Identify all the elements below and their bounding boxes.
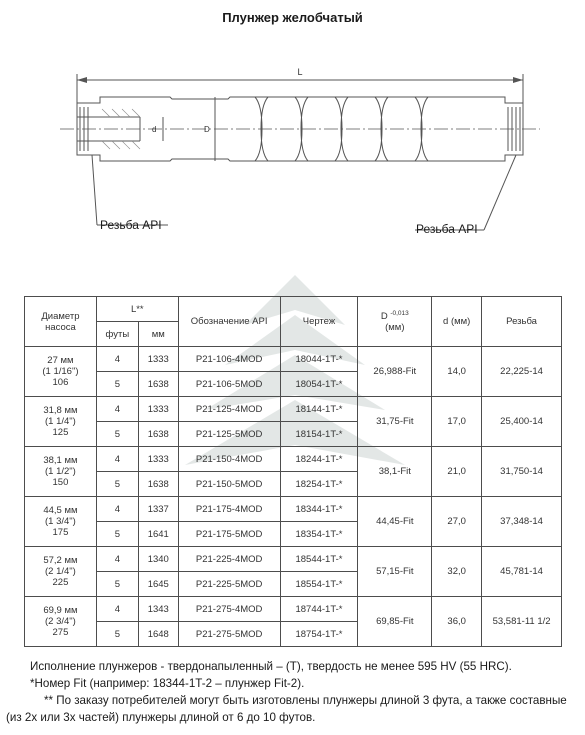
header-drawing: Чертеж (280, 297, 358, 347)
size-code: 106 (52, 377, 69, 388)
d-cell: 21,0 (432, 447, 482, 497)
D-cell: 57,15-Fit (358, 547, 432, 597)
feet-cell: 5 (96, 522, 138, 547)
d-cell: 14,0 (432, 347, 482, 397)
leader-left (92, 155, 97, 225)
dim-L-label: L (297, 67, 303, 77)
size-code: 125 (52, 427, 69, 438)
thread-cell: 31,750-14 (482, 447, 562, 497)
note-hardness: Исполнение плунжеров - твердонапыленный – (Т), твердость не менее 595 HV (55 HRC). (30, 660, 512, 673)
note-length-options: ** По заказу потребителей могут быть изготовлены плунжеры длиной 3 фута, а также составные (44, 694, 567, 707)
plunger-drawing (0, 60, 585, 250)
d-cell: 17,0 (432, 397, 482, 447)
d-cell: 36,0 (432, 597, 482, 647)
size-mm: 57,2 мм (43, 555, 78, 566)
drawing-cell: 18254-1T-* (280, 472, 358, 497)
mm-cell: 1638 (138, 372, 178, 397)
drawing-cell: 18154-1T-* (280, 422, 358, 447)
table-row (25, 347, 562, 372)
thread-cell: 45,781-14 (482, 547, 562, 597)
callout-thread-right: Резьба API (416, 222, 478, 236)
drawing-cell: 18344-1T-* (280, 497, 358, 522)
mm-cell: 1638 (138, 472, 178, 497)
mm-cell: 1343 (138, 597, 178, 622)
dim-d-label: d (152, 125, 157, 134)
header-thread: Резьба (482, 297, 562, 347)
D-cell: 69,85-Fit (358, 597, 432, 647)
api-cell: P21-175-5MOD (178, 522, 280, 547)
feet-cell: 5 (96, 622, 138, 647)
api-cell: P21-125-4MOD (178, 397, 280, 422)
size-code: 150 (52, 477, 69, 488)
feet-cell: 5 (96, 572, 138, 597)
feet-cell: 4 (96, 547, 138, 572)
header-mm: мм (138, 322, 178, 347)
drawing-cell: 18554-1T-* (280, 572, 358, 597)
leader-right (484, 155, 516, 230)
api-cell: P21-225-4MOD (178, 547, 280, 572)
drawing-cell: 18744-1T-* (280, 597, 358, 622)
mm-cell: 1638 (138, 422, 178, 447)
size-code: 275 (52, 627, 69, 638)
table-row (25, 597, 562, 622)
diameter-cell (25, 547, 97, 597)
D-cell: 31,75-Fit (358, 397, 432, 447)
drawing-cell: 18054-1T-* (280, 372, 358, 397)
size-mm: 31,8 мм (43, 405, 78, 416)
dim-D-label: D (204, 125, 210, 134)
api-cell: P21-106-5MOD (178, 372, 280, 397)
size-mm: 69,9 мм (43, 605, 78, 616)
header-D (358, 297, 432, 347)
thread-cell: 37,348-14 (482, 497, 562, 547)
mm-cell: 1641 (138, 522, 178, 547)
D-cell: 44,45-Fit (358, 497, 432, 547)
size-in: (1 3/4") (45, 516, 76, 527)
header-feet: футы (96, 322, 138, 347)
drawing-cell: 18754-1T-* (280, 622, 358, 647)
api-cell: P21-275-4MOD (178, 597, 280, 622)
api-cell: P21-150-5MOD (178, 472, 280, 497)
header-d: d (мм) (432, 297, 482, 347)
header-api: Обозначение API (178, 297, 280, 347)
table-row (25, 397, 562, 422)
table-row (25, 547, 562, 572)
page-title: Плунжер желобчатый (222, 10, 363, 25)
header-D-tol: -0,013 (390, 309, 409, 317)
feet-cell: 4 (96, 597, 138, 622)
feet-cell: 4 (96, 347, 138, 372)
note-fit-number: *Номер Fit (например: 18344-1T-2 – плунжер Fit-2). (30, 677, 305, 690)
size-in: (1 1/4") (45, 416, 76, 427)
mm-cell: 1337 (138, 497, 178, 522)
size-in: (2 1/4") (45, 566, 76, 577)
mm-cell: 1333 (138, 447, 178, 472)
thread-cell: 22,225-14 (482, 347, 562, 397)
header-D-unit: (мм) (385, 322, 405, 334)
api-cell: P21-106-4MOD (178, 347, 280, 372)
drawing-cell: 18144-1T-* (280, 397, 358, 422)
diameter-cell (25, 497, 97, 547)
diameter-cell (25, 397, 97, 447)
d-cell: 27,0 (432, 497, 482, 547)
size-mm: 27 мм (47, 355, 74, 366)
feet-cell: 5 (96, 472, 138, 497)
mm-cell: 1340 (138, 547, 178, 572)
api-cell: P21-225-5MOD (178, 572, 280, 597)
size-code: 175 (52, 527, 69, 538)
mm-cell: 1648 (138, 622, 178, 647)
drawing-cell: 18354-1T-* (280, 522, 358, 547)
size-in: (1 1/2") (45, 466, 76, 477)
feet-cell: 4 (96, 447, 138, 472)
D-cell: 38,1-Fit (358, 447, 432, 497)
d-cell: 32,0 (432, 547, 482, 597)
table-row (25, 447, 562, 472)
header-length: L** (96, 297, 178, 322)
thread-cell: 25,400-14 (482, 397, 562, 447)
feet-cell: 5 (96, 372, 138, 397)
diameter-cell (25, 597, 97, 647)
size-mm: 44,5 мм (43, 505, 78, 516)
mm-cell: 1645 (138, 572, 178, 597)
feet-cell: 4 (96, 397, 138, 422)
drawing-cell: 18044-1T-* (280, 347, 358, 372)
api-cell: P21-125-5MOD (178, 422, 280, 447)
footnotes (6, 658, 580, 726)
drawing-cell: 18244-1T-* (280, 447, 358, 472)
api-cell: P21-150-4MOD (178, 447, 280, 472)
diameter-cell (25, 447, 97, 497)
header-D-main: D (380, 311, 388, 323)
api-cell: P21-175-4MOD (178, 497, 280, 522)
mm-cell: 1333 (138, 397, 178, 422)
header-diameter: Диаметр насоса (25, 297, 97, 347)
size-code: 225 (52, 577, 69, 588)
api-cell: P21-275-5MOD (178, 622, 280, 647)
feet-cell: 4 (96, 497, 138, 522)
thread-cell: 53,581-11 1/2 (482, 597, 562, 647)
diameter-cell (25, 347, 97, 397)
note-length-options-cont: (из 2х или 3х частей) плунжеры длиной от 6 до 10 футов. (6, 711, 316, 724)
size-in: (1 1/16") (42, 366, 79, 377)
size-mm: 38,1 мм (43, 455, 78, 466)
D-cell: 26,988-Fit (358, 347, 432, 397)
table-row (25, 497, 562, 522)
feet-cell: 5 (96, 422, 138, 447)
size-in: (2 3/4") (45, 616, 76, 627)
spec-table (24, 296, 562, 647)
mm-cell: 1333 (138, 347, 178, 372)
drawing-cell: 18544-1T-* (280, 547, 358, 572)
callout-thread-left: Резьба API (100, 218, 162, 232)
